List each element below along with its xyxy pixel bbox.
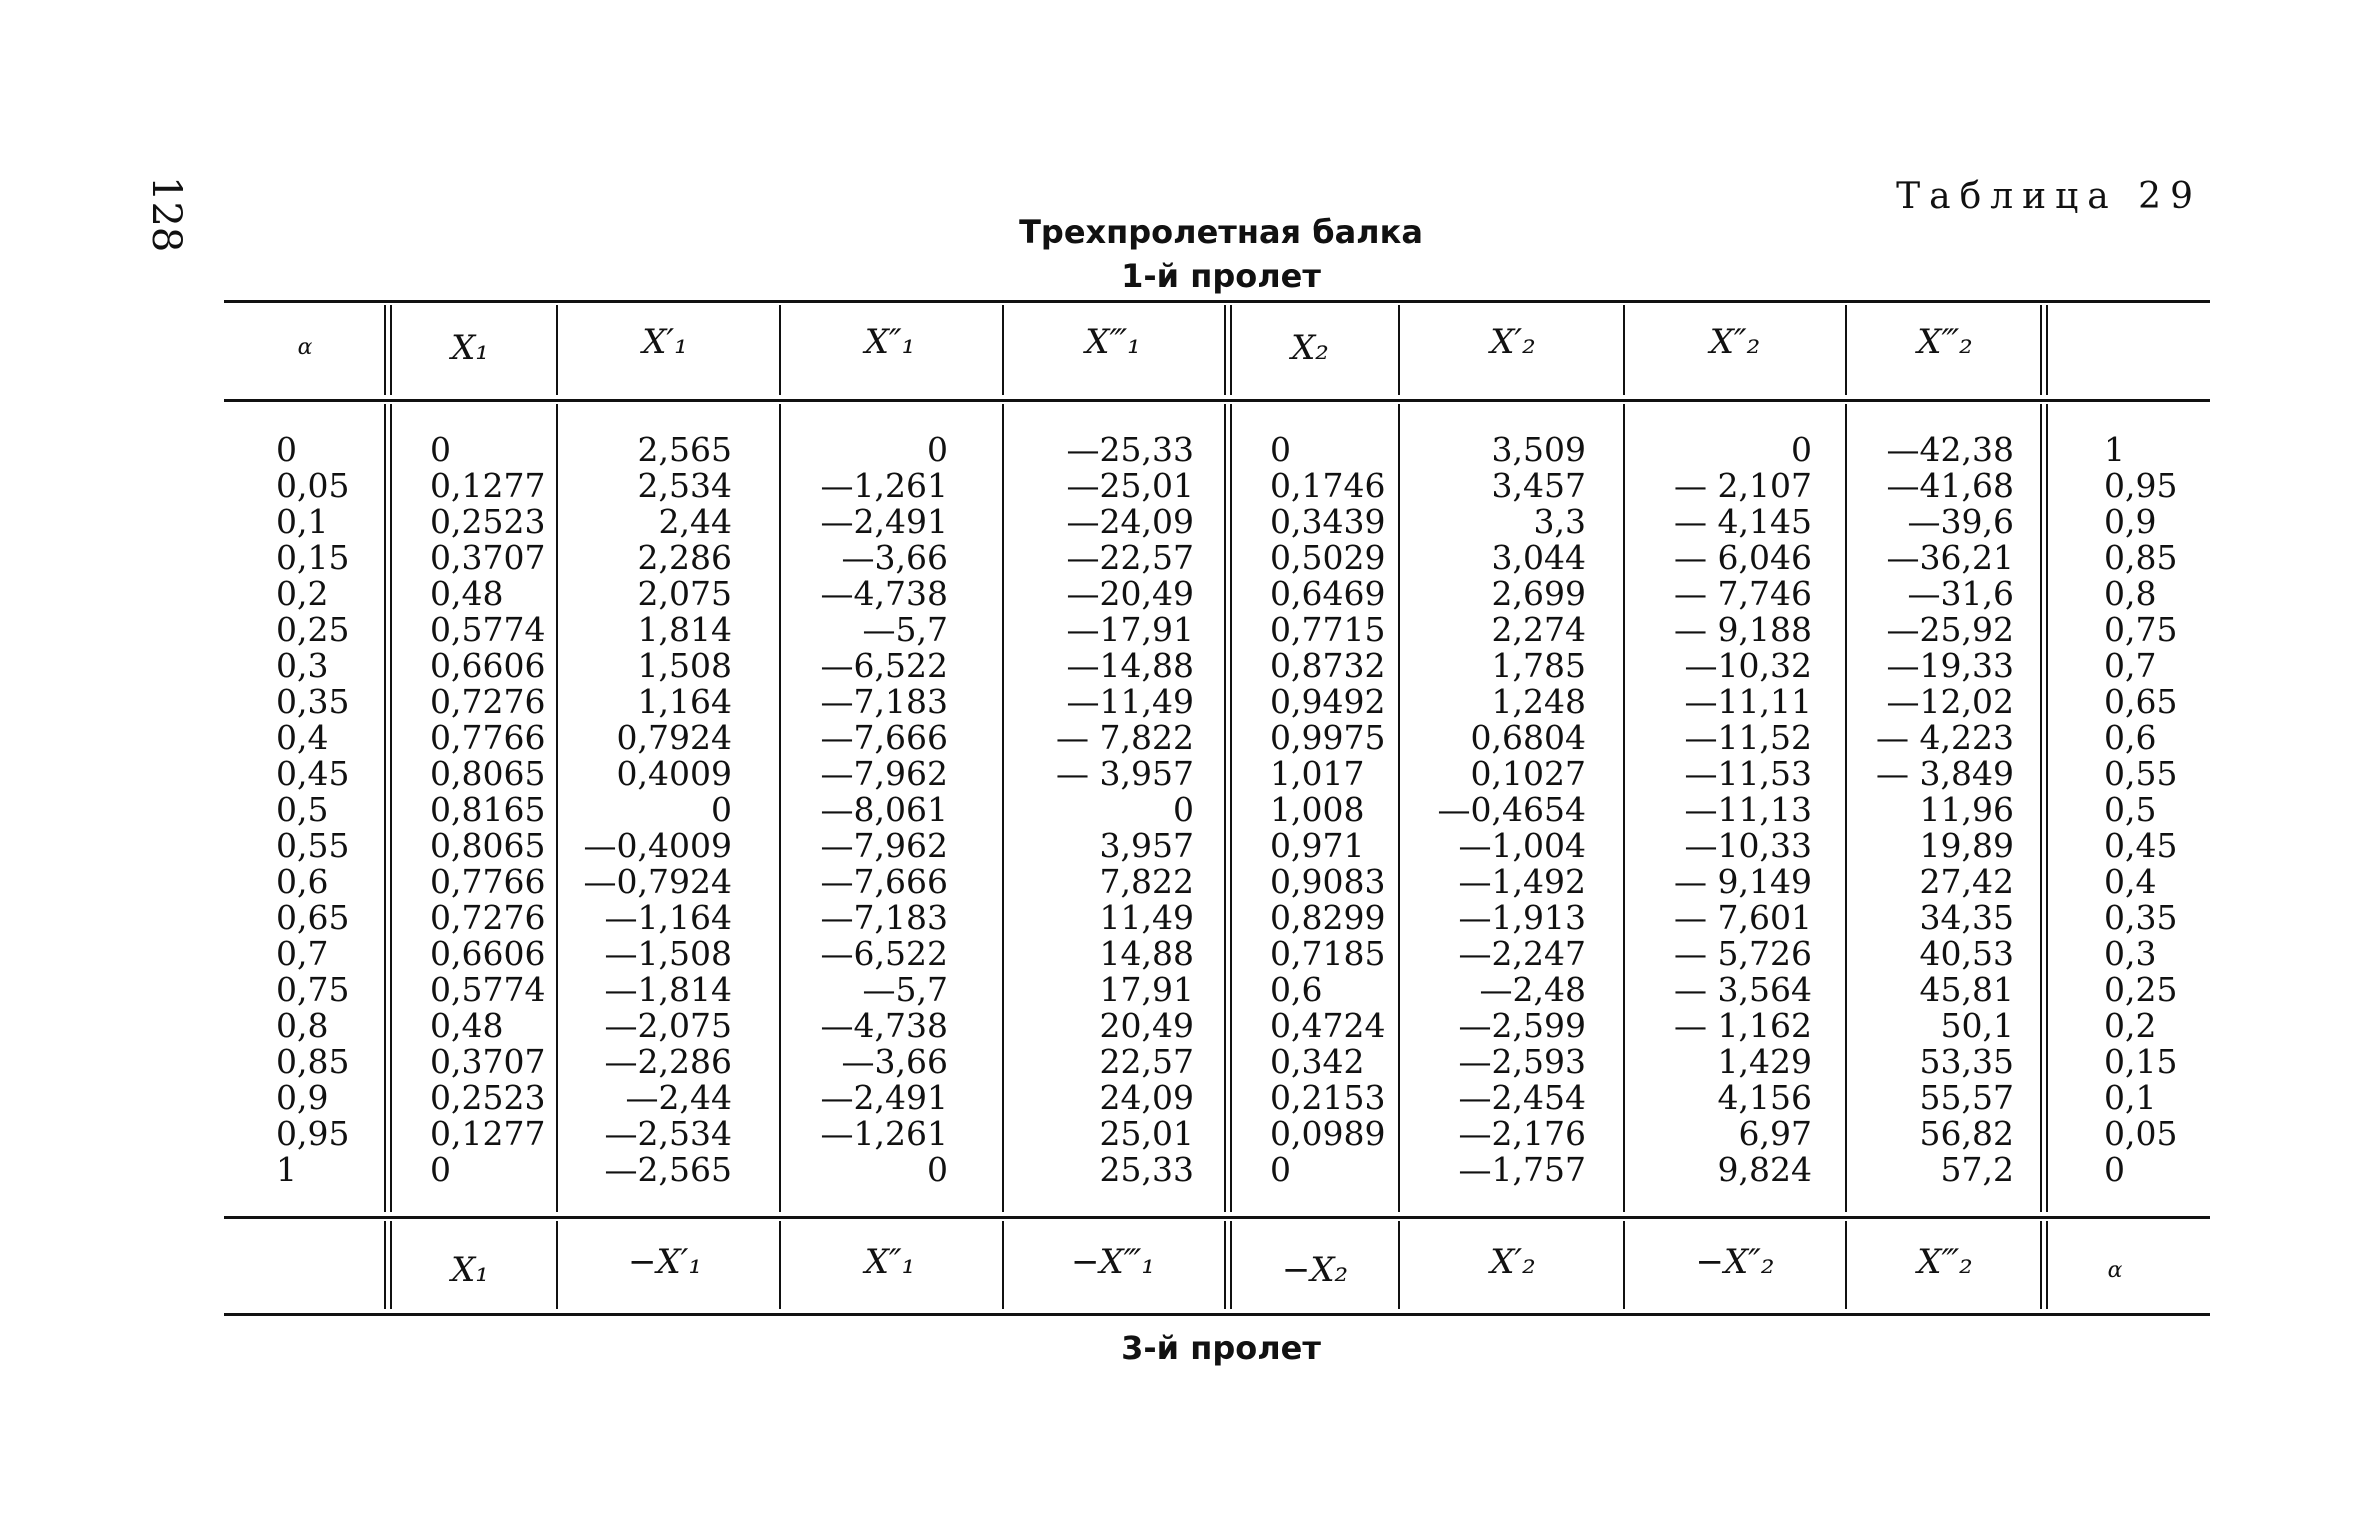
table-cell: 0,2523	[430, 1078, 546, 1117]
column-x1-triple-prime	[1020, 432, 1194, 1188]
header-x1-triple-prime: X‴₁	[1085, 322, 1141, 362]
col-divider	[1623, 305, 1625, 395]
table-cell: —11,52	[1684, 718, 1812, 757]
table-cell: —11,53	[1684, 754, 1812, 793]
table-cell: 0,8	[2104, 574, 2157, 613]
table-cell: 2,075	[637, 574, 732, 613]
footer-x2-triple-prime: X‴₂	[1917, 1242, 1973, 1282]
col-divider	[1845, 305, 1847, 395]
column-alpha	[276, 432, 376, 1188]
header-x2: X₂	[1291, 328, 1329, 368]
table-cell: —2,454	[1458, 1078, 1586, 1117]
table-cell: —7,666	[820, 718, 948, 757]
table-cell: 0,7766	[430, 718, 546, 757]
table-cell: —0,4009	[583, 826, 732, 865]
table-cell: 4,156	[1717, 1078, 1812, 1117]
table-cell: —41,68	[1886, 466, 2014, 505]
table-cell: 50,1	[1940, 1006, 2014, 1045]
table-cell: —1,004	[1458, 826, 1586, 865]
table-cell: —7,183	[820, 682, 948, 721]
bottom-span-label: 3-й пролет	[1121, 1329, 1321, 1367]
table-cell: —2,491	[820, 1078, 948, 1117]
header-x2-triple-prime: X‴₂	[1917, 322, 1973, 362]
table-cell: 0	[711, 790, 732, 829]
table-cell: 0,2523	[430, 502, 546, 541]
footer-x1: X₁	[451, 1250, 489, 1290]
table-cell: 0,1746	[1270, 466, 1386, 505]
top-rule	[224, 300, 2210, 303]
table-cell: 0,45	[2104, 826, 2178, 865]
table-cell: 0,971	[1270, 826, 1365, 865]
table-cell: —2,599	[1458, 1006, 1586, 1045]
table-cell: 3,457	[1491, 466, 1586, 505]
table-cell: 0,65	[276, 898, 350, 937]
table-cell: 0,6804	[1470, 718, 1586, 757]
table-cell: —7,962	[820, 826, 948, 865]
table-cell: 0,35	[276, 682, 350, 721]
table-cell: 1,508	[637, 646, 732, 685]
col-divider	[779, 404, 781, 1212]
table-cell: —2,491	[820, 502, 948, 541]
table-cell: 3,957	[1099, 826, 1194, 865]
table-cell: 22,57	[1099, 1042, 1194, 1081]
table-cell: 1,785	[1491, 646, 1586, 685]
table-cell: —1,164	[604, 898, 732, 937]
page-number: 128	[143, 176, 189, 253]
table-cell: —11,11	[1684, 682, 1812, 721]
table-cell: 27,42	[1919, 862, 2014, 901]
col-divider	[1224, 305, 1232, 395]
table-cell: 0,342	[1270, 1042, 1365, 1081]
column-x2	[1270, 432, 1394, 1188]
table-cell: 25,01	[1099, 1114, 1194, 1153]
table-cell: —2,593	[1458, 1042, 1586, 1081]
column-x1-prime	[570, 432, 732, 1188]
col-divider	[384, 1221, 392, 1309]
table-cell: 0,25	[276, 610, 350, 649]
col-divider	[2040, 1221, 2048, 1309]
table-cell: 57,2	[1940, 1150, 2014, 1189]
table-cell: —19,33	[1886, 646, 2014, 685]
table-cell: —42,38	[1886, 430, 2014, 469]
table-cell: — 1,162	[1674, 1006, 1812, 1045]
table-cell: 0,95	[2104, 466, 2178, 505]
table-cell: 0,9	[276, 1078, 329, 1117]
table-cell: 0	[276, 430, 297, 469]
col-divider	[1398, 1221, 1400, 1309]
table-cell: 1	[2104, 430, 2125, 469]
table-cell: 0,55	[276, 826, 350, 865]
col-divider	[1623, 1221, 1625, 1309]
table-cell: 0,75	[276, 970, 350, 1009]
table-cell: 0,0989	[1270, 1114, 1386, 1153]
table-cell: 0	[1270, 430, 1291, 469]
table-cell: 0,35	[2104, 898, 2178, 937]
table-cell: 0,7715	[1270, 610, 1386, 649]
table-cell: 0,7924	[616, 718, 732, 757]
col-divider	[1002, 1221, 1004, 1309]
table-cell: —10,32	[1684, 646, 1812, 685]
col-divider	[1224, 404, 1232, 1212]
table-cell: 1,814	[637, 610, 732, 649]
table-cell: 0,9083	[1270, 862, 1386, 901]
table-cell: —11,13	[1684, 790, 1812, 829]
col-divider	[2040, 404, 2048, 1212]
table-cell: —2,075	[604, 1006, 732, 1045]
table-cell: 0,3	[2104, 934, 2157, 973]
table-cell: —7,666	[820, 862, 948, 901]
table-cell: 0	[1173, 790, 1194, 829]
table-cell: 0,9492	[1270, 682, 1386, 721]
table-cell: 0,1	[276, 502, 329, 541]
table-cell: —10,33	[1684, 826, 1812, 865]
table-cell: 0,7276	[430, 898, 546, 937]
table-cell: 0,8065	[430, 754, 546, 793]
table-cell: 0,6	[276, 862, 329, 901]
table-cell: 25,33	[1099, 1150, 1194, 1189]
table-cell: 0,4	[276, 718, 329, 757]
table-cell: 0,3439	[1270, 502, 1386, 541]
table-cell: 1,008	[1270, 790, 1365, 829]
table-cell: 0,7276	[430, 682, 546, 721]
table-cell: — 3,957	[1056, 754, 1194, 793]
table-cell: 19,89	[1919, 826, 2014, 865]
table-cell: 0,5774	[430, 970, 546, 1009]
table-cell: 0,8165	[430, 790, 546, 829]
column-alpha-reverse	[2104, 432, 2204, 1188]
col-divider	[384, 404, 392, 1212]
col-divider	[1845, 1221, 1847, 1309]
table-cell: 0,6606	[430, 934, 546, 973]
table-cell: 0,3707	[430, 1042, 546, 1081]
col-divider	[1398, 305, 1400, 395]
column-x2-prime	[1410, 432, 1586, 1188]
table-cell: 0,5	[276, 790, 329, 829]
table-cell: —6,522	[820, 646, 948, 685]
table-cell: —11,49	[1066, 682, 1194, 721]
table-cell: — 7,746	[1674, 574, 1812, 613]
col-divider	[2040, 305, 2048, 395]
table-cell: 0,85	[276, 1042, 350, 1081]
table-cell: — 2,107	[1674, 466, 1812, 505]
table-cell: — 3,849	[1876, 754, 2014, 793]
table-cell: 0,8	[276, 1006, 329, 1045]
table-cell: —2,565	[604, 1150, 732, 1189]
table-cell: 2,534	[637, 466, 732, 505]
table-cell: 0,95	[276, 1114, 350, 1153]
table-cell: 0	[2104, 1150, 2125, 1189]
table-cell: 0,4009	[616, 754, 732, 793]
table-cell: 3,044	[1491, 538, 1586, 577]
table-cell: 45,81	[1919, 970, 2014, 1009]
table-cell: 0,1277	[430, 466, 546, 505]
table-cell: 0,9975	[1270, 718, 1386, 757]
table-cell: —25,92	[1886, 610, 2014, 649]
table-cell: 0	[1270, 1150, 1291, 1189]
table-cell: —17,91	[1066, 610, 1194, 649]
table-cell: 0,6	[1270, 970, 1323, 1009]
table-cell: 0,4	[2104, 862, 2157, 901]
top-span-label: 1-й пролет	[1121, 257, 1321, 295]
table-cell: 0,1	[2104, 1078, 2157, 1117]
table-cell: 0,7	[276, 934, 329, 973]
table-cell: 40,53	[1919, 934, 2014, 973]
table-cell: 0,3707	[430, 538, 546, 577]
table-cell: 0,8065	[430, 826, 546, 865]
col-divider	[556, 404, 558, 1212]
col-divider	[556, 305, 558, 395]
table-cell: —3,66	[841, 538, 948, 577]
table-cell: —7,962	[820, 754, 948, 793]
footer-alpha: α	[2107, 1258, 2123, 1283]
table-cell: —1,913	[1458, 898, 1586, 937]
table-cell: — 9,188	[1674, 610, 1812, 649]
table-cell: — 4,145	[1674, 502, 1812, 541]
footer-x1-double-prime: X″₁	[864, 1242, 916, 1282]
table-cell: 0,48	[430, 574, 504, 613]
column-x1-double-prime	[800, 432, 948, 1188]
table-cell: 1,429	[1717, 1042, 1812, 1081]
header-x1: X₁	[451, 328, 489, 368]
table-cell: 0	[1791, 430, 1812, 469]
table-cell: —4,738	[820, 1006, 948, 1045]
header-alpha: α	[297, 335, 313, 360]
table-cell: 0,8732	[1270, 646, 1386, 685]
table-cell: 0,3	[276, 646, 329, 685]
col-divider	[1623, 404, 1625, 1212]
table-cell: 0,6606	[430, 646, 546, 685]
table-cell: 2,44	[658, 502, 732, 541]
table-cell: —1,261	[820, 466, 948, 505]
table-cell: —0,4654	[1437, 790, 1586, 829]
table-cell: — 4,223	[1876, 718, 2014, 757]
table-cell: —25,33	[1066, 430, 1194, 469]
table-cell: 6,97	[1738, 1114, 1812, 1153]
table-cell: 1,248	[1491, 682, 1586, 721]
table-cell: 0,15	[276, 538, 350, 577]
table-label: Таблица 29	[1896, 176, 2202, 217]
col-divider	[1845, 404, 1847, 1212]
table-cell: 0,55	[2104, 754, 2178, 793]
table-cell: 0,9	[2104, 502, 2157, 541]
table-cell: —1,757	[1458, 1150, 1586, 1189]
column-x2-double-prime	[1640, 432, 1812, 1188]
table-cell: 0	[927, 430, 948, 469]
table-cell: 1	[276, 1150, 297, 1189]
table-cell: 0,75	[2104, 610, 2178, 649]
table-cell: 0,5	[2104, 790, 2157, 829]
footer-minus-x1-triple-prime: −X‴₁	[1070, 1242, 1155, 1282]
col-divider	[1224, 1221, 1232, 1309]
table-cell: —24,09	[1066, 502, 1194, 541]
table-cell: 0,45	[276, 754, 350, 793]
footer-x2-prime: X′₂	[1490, 1242, 1536, 1282]
table-cell: —4,738	[820, 574, 948, 613]
table-cell: 9,824	[1717, 1150, 1812, 1189]
table-cell: 56,82	[1919, 1114, 2014, 1153]
header-x2-double-prime: X″₂	[1709, 322, 1761, 362]
table-cell: 7,822	[1099, 862, 1194, 901]
table-cell: —5,7	[862, 610, 948, 649]
table-cell: 2,274	[1491, 610, 1586, 649]
table-cell: 0,4724	[1270, 1006, 1386, 1045]
table-cell: —14,88	[1066, 646, 1194, 685]
table-cell: — 7,822	[1056, 718, 1194, 757]
table-cell: — 3,564	[1674, 970, 1812, 1009]
table-cell: —22,57	[1066, 538, 1194, 577]
column-x1	[430, 432, 550, 1188]
table-cell: 24,09	[1099, 1078, 1194, 1117]
table-cell: 53,35	[1919, 1042, 2014, 1081]
table-cell: 0,05	[2104, 1114, 2178, 1153]
table-cell: 0,8299	[1270, 898, 1386, 937]
table-cell: —3,66	[841, 1042, 948, 1081]
col-divider	[1002, 404, 1004, 1212]
footer-minus-x2: −X₂	[1281, 1250, 1349, 1290]
table-cell: 1,164	[637, 682, 732, 721]
table-cell: —2,247	[1458, 934, 1586, 973]
table-cell: 0,2	[276, 574, 329, 613]
table-cell: — 5,726	[1674, 934, 1812, 973]
table-cell: 0,25	[2104, 970, 2178, 1009]
table-cell: 0,7766	[430, 862, 546, 901]
table-cell: 0,05	[276, 466, 350, 505]
table-cell: 11,49	[1099, 898, 1194, 937]
header-x1-double-prime: X″₁	[864, 322, 916, 362]
column-x2-triple-prime	[1860, 432, 2014, 1188]
table-cell: —7,183	[820, 898, 948, 937]
table-cell: 0,6	[2104, 718, 2157, 757]
table-cell: —1,261	[820, 1114, 948, 1153]
table-cell: 0,1027	[1470, 754, 1586, 793]
table-cell: —8,061	[820, 790, 948, 829]
table-cell: 0,15	[2104, 1042, 2178, 1081]
table-cell: —20,49	[1066, 574, 1194, 613]
table-cell: 0,7	[2104, 646, 2157, 685]
bottom-rule	[224, 1313, 2210, 1316]
table-cell: —39,6	[1907, 502, 2014, 541]
table-cell: 0,1277	[430, 1114, 546, 1153]
table-title: Трехпролетная балка	[1019, 213, 1423, 251]
body-bottom-rule	[224, 1216, 2210, 1219]
table-cell: 20,49	[1099, 1006, 1194, 1045]
table-cell: 2,286	[637, 538, 732, 577]
table-cell: 0	[430, 1150, 451, 1189]
table-cell: 0	[927, 1150, 948, 1189]
table-cell: —0,7924	[583, 862, 732, 901]
table-cell: 0,48	[430, 1006, 504, 1045]
table-cell: —2,286	[604, 1042, 732, 1081]
table-cell: —25,01	[1066, 466, 1194, 505]
col-divider	[779, 305, 781, 395]
table-cell: —5,7	[862, 970, 948, 1009]
table-cell: — 7,601	[1674, 898, 1812, 937]
table-cell: 0	[430, 430, 451, 469]
header-rule	[224, 399, 2210, 402]
table-cell: 0,2153	[1270, 1078, 1386, 1117]
table-cell: 17,91	[1099, 970, 1194, 1009]
table-cell: 0,85	[2104, 538, 2178, 577]
table-cell: —1,492	[1458, 862, 1586, 901]
table-cell: —1,508	[604, 934, 732, 973]
table-cell: 14,88	[1099, 934, 1194, 973]
header-x1-prime: X′₁	[642, 322, 688, 362]
table-cell: — 9,149	[1674, 862, 1812, 901]
table-cell: 1,017	[1270, 754, 1365, 793]
table-cell: —2,534	[604, 1114, 732, 1153]
table-cell: —36,21	[1886, 538, 2014, 577]
col-divider	[384, 305, 392, 395]
col-divider	[1398, 404, 1400, 1212]
header-x2-prime: X′₂	[1490, 322, 1536, 362]
table-cell: 55,57	[1919, 1078, 2014, 1117]
table-cell: 11,96	[1919, 790, 2014, 829]
table-cell: 0,5774	[430, 610, 546, 649]
footer-minus-x2-double-prime: −X″₂	[1695, 1242, 1775, 1282]
table-cell: 0,6469	[1270, 574, 1386, 613]
table-cell: —6,522	[820, 934, 948, 973]
table-cell: 2,565	[637, 430, 732, 469]
table-cell: — 6,046	[1674, 538, 1812, 577]
table-cell: —31,6	[1907, 574, 2014, 613]
table-cell: —12,02	[1886, 682, 2014, 721]
table-cell: —1,814	[604, 970, 732, 1009]
table-cell: —2,176	[1458, 1114, 1586, 1153]
table-cell: 3,509	[1491, 430, 1586, 469]
col-divider	[779, 1221, 781, 1309]
table-cell: 0,65	[2104, 682, 2178, 721]
col-divider	[556, 1221, 558, 1309]
table-cell: —2,44	[625, 1078, 732, 1117]
table-cell: 3,3	[1533, 502, 1586, 541]
table-cell: —2,48	[1479, 970, 1586, 1009]
col-divider	[1002, 305, 1004, 395]
table-cell: 2,699	[1491, 574, 1586, 613]
table-cell: 34,35	[1919, 898, 2014, 937]
footer-minus-x1-prime: −X′₁	[627, 1242, 703, 1282]
table-cell: 0,5029	[1270, 538, 1386, 577]
table-cell: 0,7185	[1270, 934, 1386, 973]
table-cell: 0,2	[2104, 1006, 2157, 1045]
